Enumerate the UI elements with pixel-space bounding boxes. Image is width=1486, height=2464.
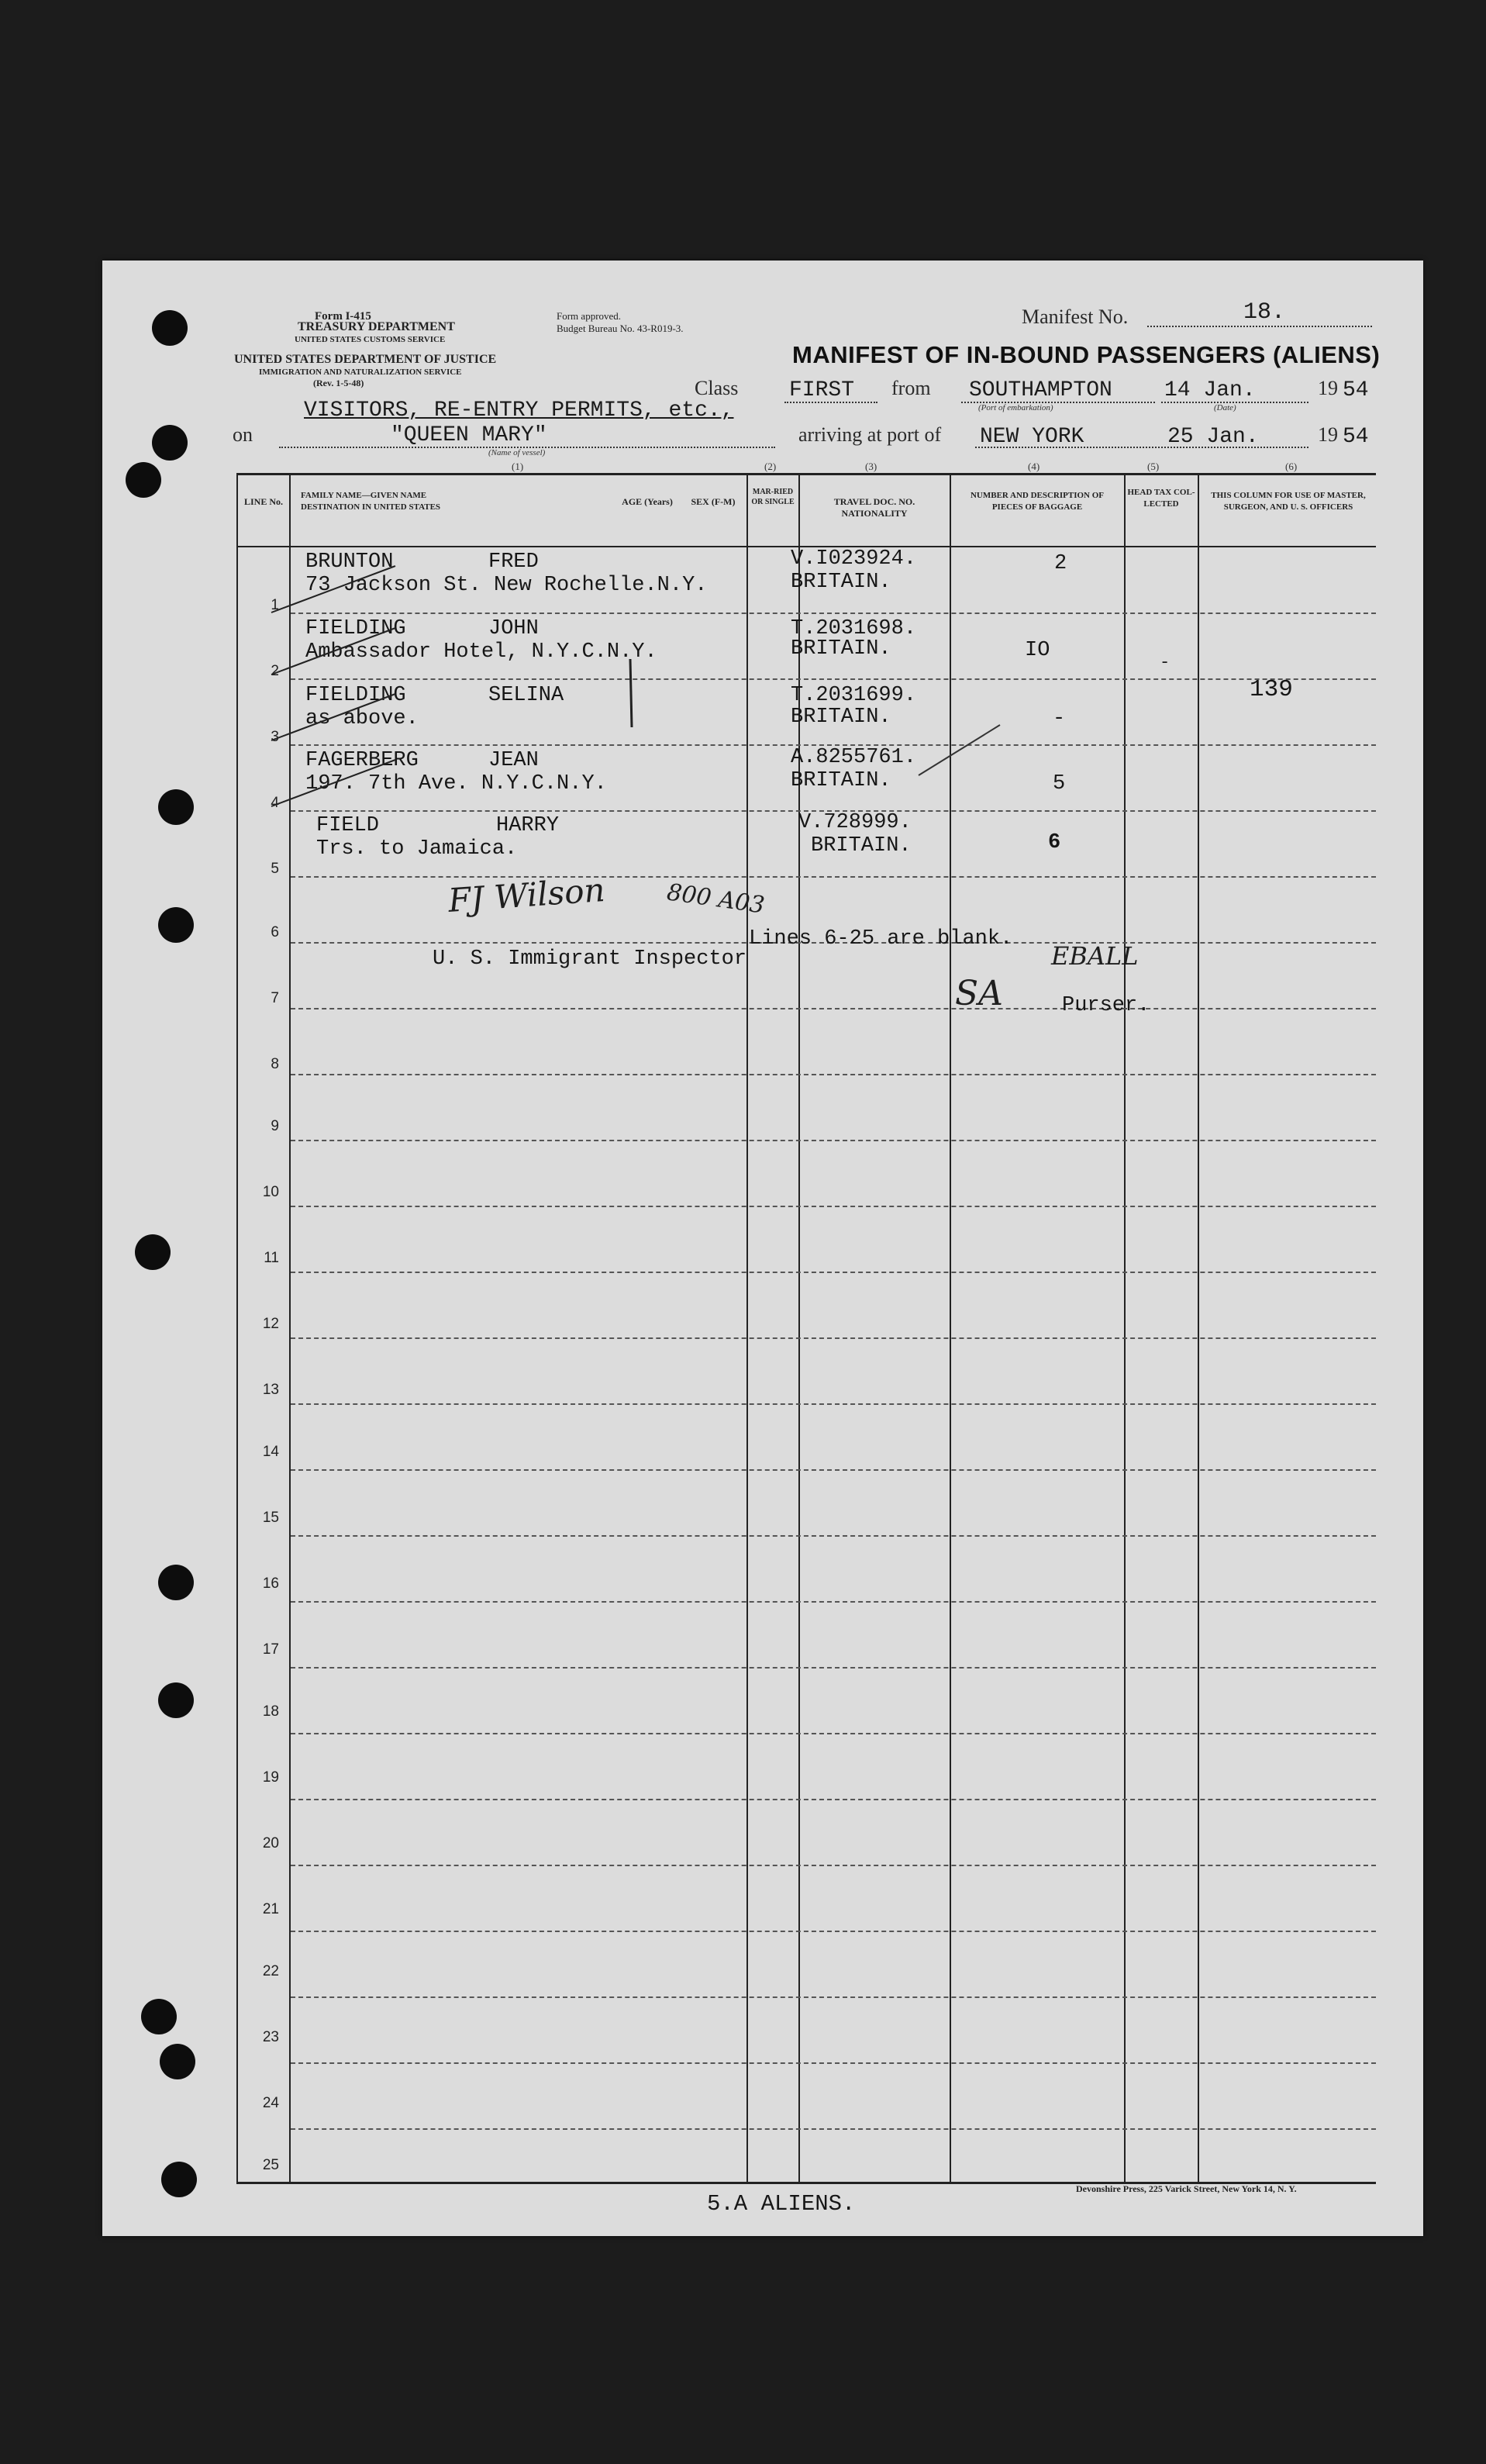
- inspector-signature: FJ Wilson: [446, 870, 606, 920]
- entry-given-name: HARRY: [496, 814, 560, 837]
- line-number: 17: [262, 1641, 279, 1658]
- row-rule: [291, 2128, 1376, 2130]
- embark-year: 54: [1343, 378, 1369, 402]
- entry-travel-doc: V.728999.: [798, 811, 912, 834]
- line-number: 23: [262, 2029, 279, 2045]
- entry-nationality: BRITAIN.: [791, 706, 891, 729]
- row-rule: [291, 1206, 1376, 1207]
- line-number: 2: [271, 663, 279, 679]
- binder-hole: [135, 1234, 171, 1270]
- col-number-4: (4): [1028, 461, 1040, 472]
- vessel-caption: (Name of vessel): [488, 448, 546, 457]
- line-number: 13: [262, 1382, 279, 1398]
- entry-baggage: 5: [1053, 772, 1066, 795]
- binder-hole: [160, 2044, 195, 2079]
- entry-nationality: BRITAIN.: [791, 571, 891, 594]
- entry-baggage: IO: [1025, 639, 1050, 662]
- row-rule: [291, 1667, 1376, 1669]
- line-number: 12: [262, 1316, 279, 1332]
- binder-hole: [152, 425, 188, 461]
- entry-family-name: FIELDING: [305, 684, 406, 707]
- line-number: 7: [271, 990, 279, 1006]
- line-number: 22: [262, 1963, 279, 1979]
- row-rule: [291, 1733, 1376, 1734]
- line-number: 16: [262, 1575, 279, 1592]
- row-rule: [291, 1469, 1376, 1471]
- check-marks: [264, 535, 744, 845]
- line-number: 20: [262, 1835, 279, 1851]
- bracket-mark: [630, 659, 632, 727]
- row-rule: [291, 1535, 1376, 1537]
- arrival-date: 25 Jan.: [1167, 425, 1259, 449]
- treasury-dept: TREASURY DEPARTMENT: [298, 320, 455, 333]
- entry-given-name: SELINA: [488, 684, 564, 707]
- embark-date: 14 Jan.: [1164, 378, 1256, 402]
- row-rule: [291, 1140, 1376, 1141]
- entry-destination: Ambassador Hotel, N.Y.C.N.Y.: [305, 640, 657, 664]
- port-of-arrival: NEW YORK: [980, 425, 1084, 449]
- col-header-married: MAR-RIED OR SINGLE: [751, 488, 795, 506]
- line-number: 6: [271, 924, 279, 940]
- row-rule: [291, 1996, 1376, 1998]
- col-number-6: (6): [1285, 461, 1298, 472]
- col-divider-name: [746, 473, 748, 2183]
- year-prefix-2: 19: [1318, 423, 1338, 446]
- entry-nationality: BRITAIN.: [791, 637, 891, 661]
- form-revision: (Rev. 1-5-48): [313, 378, 364, 388]
- col-number-3: (3): [865, 461, 877, 472]
- entry-nationality: BRITAIN.: [791, 769, 891, 792]
- entry-travel-doc: T.2031698.: [791, 617, 917, 640]
- inspector-signature-note: 800 A03: [665, 878, 767, 920]
- line-number: 18: [262, 1703, 279, 1720]
- from-label: from: [891, 377, 931, 399]
- class-value: FIRST: [789, 378, 855, 402]
- col-divider-tax: [1198, 473, 1199, 2183]
- check-mark: [271, 760, 395, 806]
- row-rule: [291, 876, 1376, 878]
- col-header-headtax: HEAD TAX COL-LECTED: [1127, 488, 1195, 509]
- entry-destination: 197. 7th Ave. N.Y.C.N.Y.: [305, 772, 607, 795]
- binder-hole: [141, 1999, 177, 2034]
- line-number: 1: [271, 597, 279, 613]
- check-mark: [271, 628, 395, 675]
- line-number: 10: [262, 1184, 279, 1200]
- line-number: 25: [262, 2157, 279, 2173]
- entry-baggage: 2: [1054, 552, 1067, 575]
- col-divider-married: [798, 473, 800, 2183]
- purser-initials: SA: [955, 974, 1003, 1013]
- entry-destination: 73 Jackson St. New Rochelle.N.Y.: [305, 574, 708, 597]
- row-rule: [291, 1337, 1376, 1339]
- line-number: 24: [262, 2095, 279, 2111]
- row-rule: [291, 1403, 1376, 1405]
- inspector-label: U. S. Immigrant Inspector: [433, 947, 747, 971]
- row-rule: [291, 1008, 1376, 1009]
- entry-baggage: -: [1053, 707, 1066, 730]
- manifest-no-rule: [1147, 326, 1372, 327]
- budget-bureau: Budget Bureau No. 43-R019-3.: [557, 323, 684, 334]
- binder-hole: [126, 462, 161, 498]
- row-rule: [291, 1601, 1376, 1603]
- binder-hole: [161, 2162, 197, 2197]
- ins-service: IMMIGRATION AND NATURALIZATION SERVICE: [259, 368, 462, 377]
- col-number-1: (1): [512, 461, 524, 472]
- binder-hole: [158, 1682, 194, 1718]
- line-number: 3: [271, 729, 279, 745]
- blank-lines-note: Lines 6-25 are blank.: [749, 927, 1013, 951]
- col-header-baggage: NUMBER AND DESCRIPTION OF PIECES OF BAGGAGE: [970, 491, 1105, 512]
- row-rule: [291, 1865, 1376, 1866]
- entry-family-name: BRUNTON: [305, 550, 394, 574]
- entry-destination: Trs. to Jamaica.: [316, 837, 518, 861]
- col-header-line: LINE No.: [243, 496, 283, 507]
- arrival-year: 54: [1343, 425, 1369, 449]
- check-mark-doc: [915, 721, 1008, 783]
- binder-hole: [158, 907, 194, 943]
- col-header-name: FAMILY NAME—GIVEN NAME DESTINATION IN UNITED STATES: [301, 491, 441, 512]
- entry-given-name: FRED: [488, 550, 539, 574]
- date-caption: (Date): [1214, 403, 1236, 412]
- form-number: Form I-415: [315, 310, 371, 323]
- printer-credit: Devonshire Press, 225 Varick Street, New York 14, N. Y.: [1076, 2183, 1297, 2194]
- row-rule: [291, 1931, 1376, 1932]
- form-approved: Form approved.: [557, 310, 622, 322]
- binder-hole: [158, 789, 194, 825]
- passenger-category: VISITORS, RE-ENTRY PERMITS, etc.,: [304, 399, 734, 423]
- entry-family-name: FAGERBERG: [305, 749, 419, 772]
- entry-nationality: BRITAIN.: [811, 834, 912, 858]
- line-number: 9: [271, 1118, 279, 1134]
- entry-given-name: JOHN: [488, 617, 539, 640]
- line-number: 8: [271, 1056, 279, 1072]
- justice-dept: UNITED STATES DEPARTMENT OF JUSTICE: [234, 353, 497, 366]
- line-number: 5: [271, 861, 279, 877]
- entry-travel-doc: V.I023924.: [791, 547, 917, 571]
- line-number: 21: [262, 1901, 279, 1917]
- vessel-name: "QUEEN MARY": [391, 423, 547, 447]
- entry-travel-doc: T.2031699.: [791, 684, 917, 707]
- manifest-label: Manifest No.: [1022, 305, 1129, 328]
- entry-baggage: 6: [1048, 831, 1061, 854]
- table-left-border: [236, 473, 238, 2183]
- col-header-sex: SEX (F-M): [691, 496, 736, 507]
- manifest-number: 18.: [1243, 299, 1286, 326]
- line-number: 15: [262, 1510, 279, 1526]
- entry-family-name: FIELD: [316, 814, 380, 837]
- row-rule: [291, 1272, 1376, 1273]
- col-divider-baggage: [1124, 473, 1126, 2183]
- table-top-border: [236, 473, 1376, 475]
- purser-label: Purser.: [1062, 994, 1150, 1017]
- on-label: on: [233, 423, 253, 446]
- embark-caption: (Port of embarkation): [978, 403, 1053, 412]
- class-label: Class: [695, 377, 739, 399]
- manifest-title: MANIFEST OF IN-BOUND PASSENGERS (ALIENS): [792, 341, 1381, 368]
- check-mark: [271, 566, 395, 613]
- year-prefix: 19: [1318, 377, 1338, 399]
- entry-head-tax: -: [1160, 653, 1171, 672]
- check-mark: [271, 694, 395, 740]
- line-number: 14: [262, 1444, 279, 1460]
- col-header-officers: THIS COLUMN FOR USE OF MASTER, SURGEON, AND U. S. OFFICERS: [1211, 491, 1366, 512]
- row-rule: [291, 2062, 1376, 2064]
- alien-count: 5.A ALIENS.: [707, 2191, 856, 2217]
- col-number-2: (2): [764, 461, 777, 472]
- entry-family-name: FIELDING: [305, 617, 406, 640]
- row-rule: [291, 1074, 1376, 1075]
- binder-hole: [152, 310, 188, 346]
- purser-signature: EBALL: [1051, 941, 1139, 971]
- entry-travel-doc: A.8255761.: [791, 746, 917, 769]
- line-number: 19: [262, 1769, 279, 1786]
- line-number: 11: [264, 1250, 279, 1266]
- arriving-label: arriving at port of: [798, 423, 942, 446]
- port-of-embarkation: SOUTHAMPTON: [969, 378, 1112, 402]
- col-header-travel: TRAVEL DOC. NO. NATIONALITY: [833, 496, 915, 519]
- entry-given-name: JEAN: [488, 749, 539, 772]
- entry-officer-note: 139: [1250, 676, 1293, 703]
- col-header-age: AGE (Years): [622, 496, 673, 507]
- customs-service: UNITED STATES CUSTOMS SERVICE: [295, 335, 446, 344]
- line-number: 4: [271, 795, 279, 811]
- entry-destination: as above.: [305, 707, 419, 730]
- row-rule: [291, 1799, 1376, 1800]
- binder-hole: [158, 1565, 194, 1600]
- col-number-5: (5): [1147, 461, 1160, 472]
